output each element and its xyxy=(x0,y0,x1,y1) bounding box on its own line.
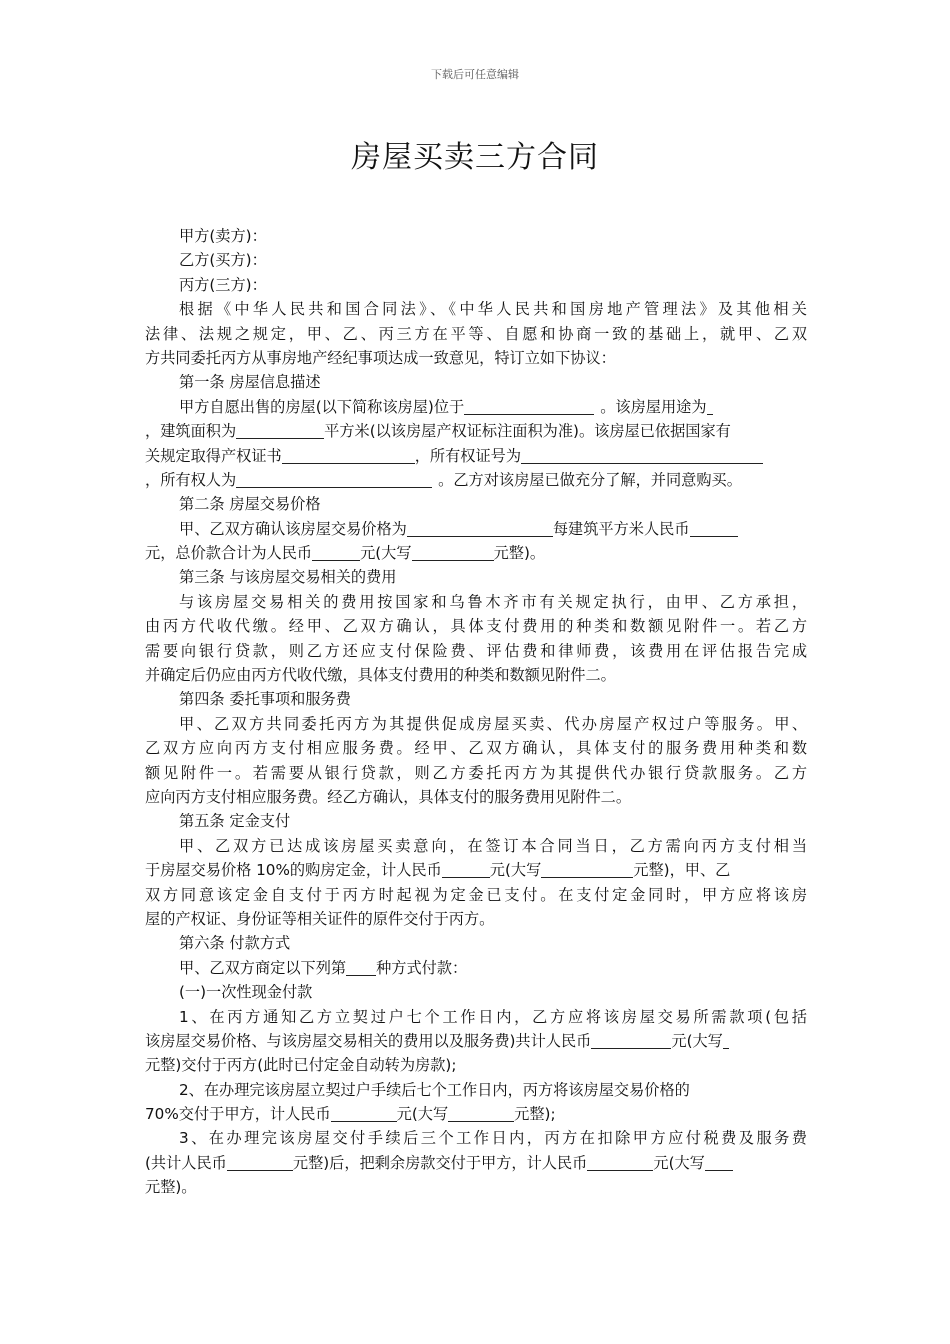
party-c-line: 丙方(三方)： xyxy=(179,275,267,294)
blank-field xyxy=(282,446,415,464)
blank-field xyxy=(705,1153,733,1171)
article-text: 额见附件一。若需要从银行贷款，则乙方委托丙方为其提供代办银行贷款服务。乙方 xyxy=(145,763,807,782)
blank-field xyxy=(407,519,553,537)
text-segment: 关规定取得产权证书 xyxy=(145,446,282,465)
header-note: 下载后可任意编辑 xyxy=(431,68,519,81)
text-segment: 甲、乙双方确认该房屋交易价格为 xyxy=(179,519,407,538)
article-text: 1、在丙方通知乙方立契过户七个工作日内，乙方应将该房屋交易所需款项(包括 xyxy=(179,1007,807,1026)
text-segment: 甲方自愿出售的房屋(以下简称该房屋)位于 xyxy=(179,397,465,416)
text-segment: 。乙方对该房屋已做充分了解，并同意购买。 xyxy=(438,470,742,489)
article-text: 元整)。 xyxy=(145,1178,197,1197)
text-segment: 。该房屋用途为 xyxy=(600,397,707,416)
blank-field xyxy=(541,860,633,878)
article-text: 双方同意该定金自支付于丙方时起视为定金已支付。在支付定金同时，甲方应将该房 xyxy=(145,885,807,904)
article-text: 与该房屋交易相关的费用按国家和乌鲁木齐市有关规定执行，由甲、乙方承担， xyxy=(179,592,807,611)
article-4-heading: 第四条 委托事项和服务费 xyxy=(179,690,351,709)
preamble-line: 方共同委托丙方从事房地产经纪事项达成一致意见，特订立如下协议： xyxy=(145,348,616,367)
article-text xyxy=(145,1151,807,1175)
text-segment: ，所有权人为 xyxy=(145,470,237,489)
blank-field xyxy=(464,397,594,415)
subsection-heading: (一)一次性现金付款 xyxy=(179,983,313,1002)
text-segment: 元(大写 xyxy=(396,1105,449,1124)
preamble-line: 根据《中华人民共和国合同法》、《中华人民共和国房地产管理法》及其他相关 xyxy=(179,300,807,319)
article-2-heading: 第二条 房屋交易价格 xyxy=(179,495,321,514)
text-segment: 于房屋交易价格 10%的购房定金，计人民币 xyxy=(145,861,442,880)
blank-field xyxy=(236,470,432,488)
article-text: 屋的产权证、身份证等相关证件的原件交付于丙方。 xyxy=(145,909,495,928)
text-segment: 元整)，甲、乙 xyxy=(633,861,731,880)
party-b-line: 乙方(买方)： xyxy=(179,251,267,270)
article-text xyxy=(145,395,807,419)
article-text: 甲、乙双方已达成该房屋买卖意向，在签订本合同当日，乙方需向丙方支付相当 xyxy=(179,836,807,855)
article-text: 并确定后仍应由丙方代收代缴，具体支付费用的种类和数额见附件二。 xyxy=(145,666,616,685)
article-text: 乙双方应向丙方支付相应服务费。经甲、乙双方确认，具体支付的服务费用种类和数 xyxy=(145,739,807,758)
text-segment: (共计人民币 xyxy=(145,1153,227,1172)
blank-field xyxy=(227,1153,293,1171)
party-a-line: 甲方(卖方)： xyxy=(179,227,267,245)
text-segment: 元整)。 xyxy=(493,544,546,563)
article-text xyxy=(145,444,807,468)
article-text xyxy=(145,517,807,541)
preamble-line: 法律、法规之规定，甲、乙、丙三方在平等、自愿和协商一致的基础上，就甲、乙双 xyxy=(145,324,807,343)
text-segment: 70%交付于甲方，计人民币 xyxy=(145,1105,331,1124)
article-text: 元整)交付于丙方(此时已付定金自动转为房款); xyxy=(145,1056,457,1075)
blank-field xyxy=(312,543,360,561)
article-text: 需要向银行贷款，则乙方还应支付保险费、评估费和律师费，该费用在评估报告完成 xyxy=(145,641,807,660)
text-segment: 该房屋交易价格、与该房屋交易相关的费用以及服务费)共计人民币 xyxy=(145,1031,592,1050)
text-segment: 种方式付款： xyxy=(376,958,468,977)
contract-body xyxy=(145,224,807,1200)
article-text xyxy=(145,468,807,492)
article-text: 应向丙方支付相应服务费。经乙方确认，具体支付的服务费用见附件二。 xyxy=(145,787,631,806)
text-segment: 每建筑平方米人民币 xyxy=(552,519,690,538)
document-title: 房屋买卖三方合同 xyxy=(351,140,599,175)
blank-field xyxy=(723,1031,729,1049)
text-segment: 元整)后，把剩余房款交付于甲方，计人民币 xyxy=(292,1153,588,1172)
blank-field xyxy=(236,421,324,439)
blank-field xyxy=(707,397,713,415)
text-segment: 平方米(以该房屋产权证标注面积为准)。该房屋已依据国家有 xyxy=(324,422,731,441)
article-text xyxy=(145,858,807,882)
blank-field xyxy=(412,543,494,561)
article-text xyxy=(145,1029,807,1053)
text-segment: 元(大写 xyxy=(653,1153,705,1172)
text-segment: 甲、乙双方商定以下列第 xyxy=(179,958,347,977)
blank-field xyxy=(521,446,763,464)
text-segment: 元(大写 xyxy=(489,861,542,880)
text-segment: 元整); xyxy=(514,1105,556,1124)
blank-field xyxy=(331,1104,397,1122)
article-text: 甲、乙双方共同委托丙方为其提供促成房屋买卖、代办房屋产权过户等服务。甲、 xyxy=(179,714,807,733)
article-text xyxy=(145,419,807,443)
blank-field xyxy=(448,1104,514,1122)
article-text: 2、在办理完该房屋立契过户手续后七个工作日内，丙方将该房屋交易价格的 xyxy=(179,1080,690,1099)
text-segment: 元(大写 xyxy=(671,1031,723,1050)
blank-field xyxy=(591,1031,671,1049)
article-text xyxy=(145,956,807,980)
blank-field xyxy=(587,1153,653,1171)
article-text: 3、在办理完该房屋交付手续后三个工作日内，丙方在扣除甲方应付税费及服务费 xyxy=(179,1129,807,1148)
blank-field xyxy=(690,519,738,537)
article-text: 由丙方代收代缴。经甲、乙双方确认，具体支付费用的种类和数额见附件一。若乙方 xyxy=(145,617,807,636)
blank-field xyxy=(346,958,376,976)
article-3-heading: 第三条 与该房屋交易相关的费用 xyxy=(179,568,397,587)
text-segment: 元，总价款合计为人民币 xyxy=(145,544,313,563)
article-5-heading: 第五条 定金支付 xyxy=(179,812,291,831)
text-segment: ，所有权证号为 xyxy=(414,446,521,465)
text-segment: 元(大写 xyxy=(360,544,412,563)
blank-field xyxy=(442,860,490,878)
article-text xyxy=(145,1102,807,1126)
article-6-heading: 第六条 付款方式 xyxy=(179,934,291,953)
article-text xyxy=(145,541,807,565)
article-1-heading: 第一条 房屋信息描述 xyxy=(179,373,321,392)
text-segment: ，建筑面积为 xyxy=(145,422,237,441)
